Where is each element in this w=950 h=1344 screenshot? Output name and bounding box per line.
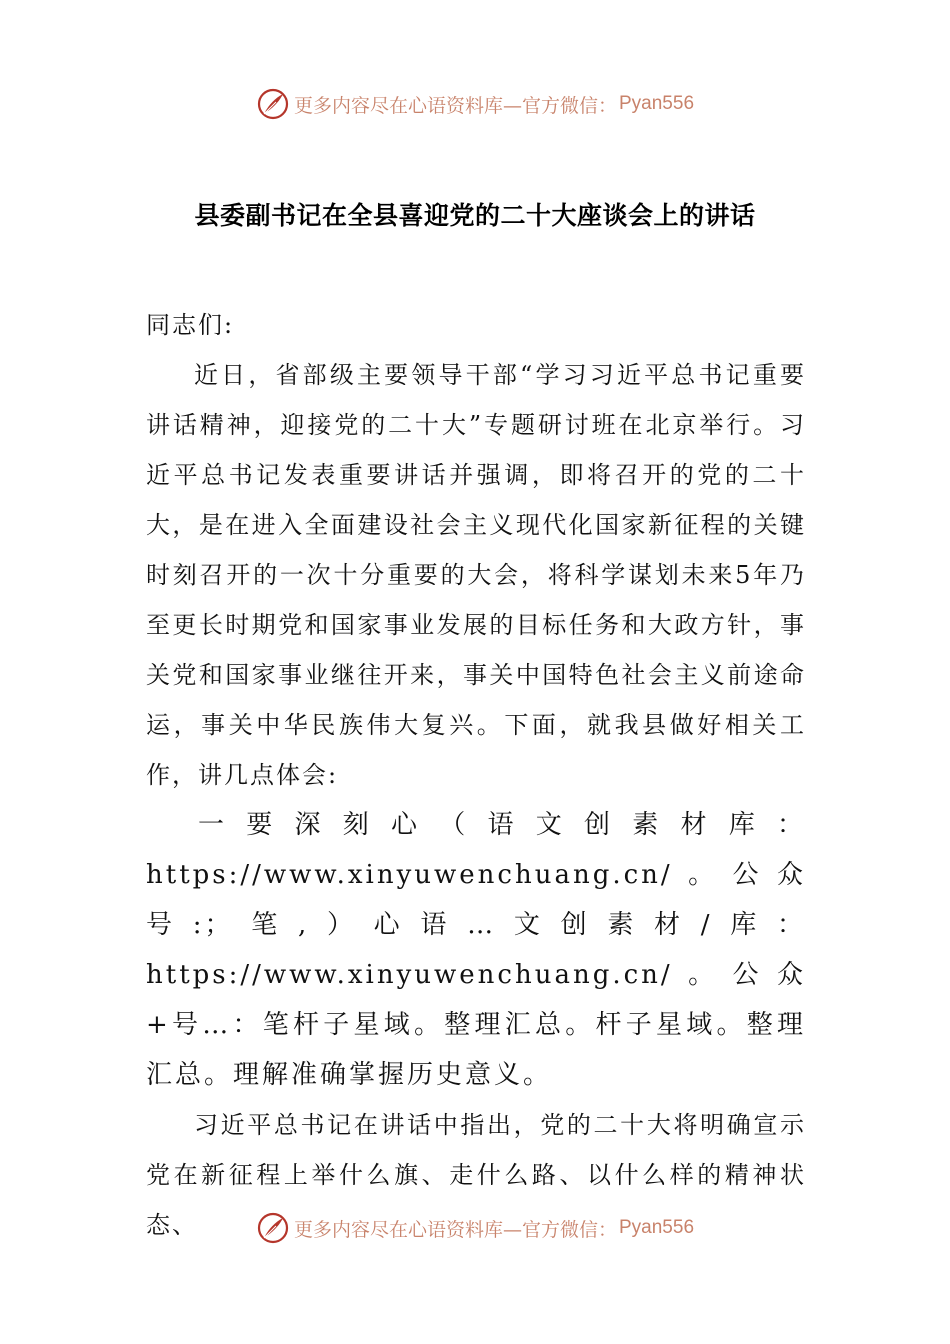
quill-logo-icon xyxy=(256,87,290,121)
watermark-header xyxy=(0,84,950,124)
salutation: 同志们: xyxy=(146,311,235,339)
quill-logo-icon xyxy=(256,1211,290,1245)
watermark-footer xyxy=(0,1208,950,1248)
watermark-text: 更多内容尽在心语资料库—官方微信： xyxy=(293,1218,617,1241)
watermark-text: 更多内容尽在心语资料库—官方微信： xyxy=(293,94,617,117)
document-body xyxy=(146,300,806,1250)
document-title: 县委副书记在全县喜迎党的二十大座谈会上的讲话 xyxy=(194,201,756,230)
paragraph: 习近平总书记在讲话中指出，党的二十大将明确宣示党在新征程上举什么旗、走什么路、以什么样的精神状态、 xyxy=(146,1111,806,1239)
paragraph: 一要深刻心（语文创素材库：https://www.xinyuwenchuang.cn/。公众号:；笔,）心语…文创素材/库：https://www.xinyuwenchuang.cn/。公众+号…：笔杆子星域。整理汇总。杆子星域。整理汇总。理解准确掌握历史意义。 xyxy=(146,810,806,1090)
watermark-wechat-id: Pyan556 xyxy=(619,93,695,114)
paragraph: 近日，省部级主要领导干部“学习习近平总书记重要讲话精神，迎接党的二十大”专题研讨班在北京举行。习近平总书记发表重要讲话并强调，即将召开的党的二十大，是在进入全面建设社会主义现代化国家新征程的关键时刻召开的一次十分重要的大会，将科学谋划未来5年乃至更长时期党和国家事业发展的目标任务和大政方针，事关党和国家事业继往开来，事关中国特色社会主义前途命运，事关中华民族伟大复兴。下面，就我县做好相关工作，讲几点体会: xyxy=(146,361,806,789)
watermark-wechat-id: Pyan556 xyxy=(619,1217,695,1238)
